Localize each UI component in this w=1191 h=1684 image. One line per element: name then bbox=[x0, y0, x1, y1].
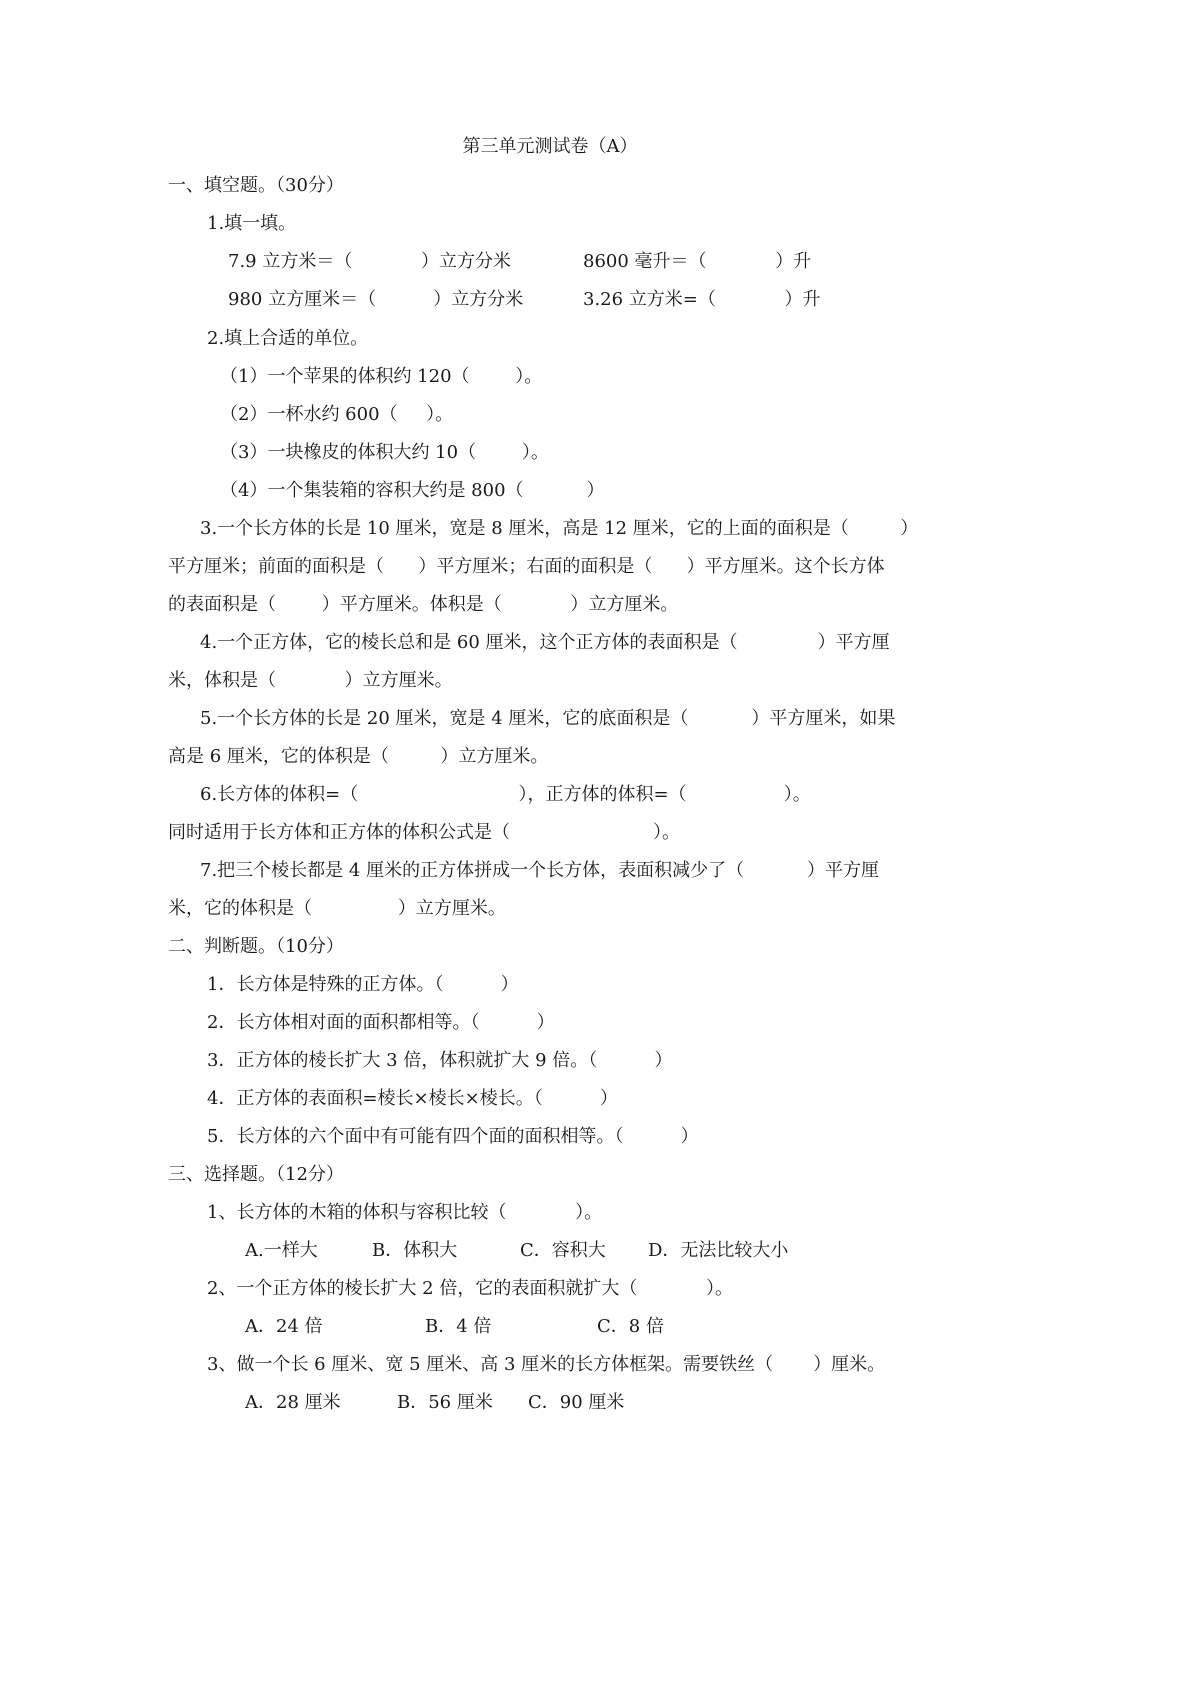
question-text: 3.26 立方米=（ ）升 bbox=[583, 289, 821, 310]
question-text: 3.一个长方体的长是 10 厘米，宽是 8 厘米，高是 12 厘米，它的上面的面积是（ ） bbox=[200, 518, 919, 539]
question-text: 8600 毫升＝（ ）升 bbox=[583, 251, 812, 272]
option-d: D．无法比较大小 bbox=[648, 1240, 789, 1261]
page-title: 第三单元测试卷（A） bbox=[462, 136, 638, 157]
question-label: 2.填上合适的单位。 bbox=[207, 328, 369, 349]
option-b: B．4 倍 bbox=[425, 1316, 492, 1337]
section-heading-true-false: 二、判断题。（10分） bbox=[168, 936, 344, 957]
question-text: 1．长方体是特殊的正方体。（ ） bbox=[207, 974, 519, 995]
question-text: 4.一个正方体，它的棱长总和是 60 厘米，这个正方体的表面积是（ ）平方厘 bbox=[200, 632, 890, 653]
option-a: A．28 厘米 bbox=[245, 1392, 341, 1413]
question-text: 同时适用于长方体和正方体的体积公式是（ ）。 bbox=[168, 822, 681, 843]
option-b: B．体积大 bbox=[372, 1240, 458, 1261]
question-text: 的表面积是（ ）平方厘米。体积是（ ）立方厘米。 bbox=[168, 594, 679, 615]
question-text: 2、一个正方体的棱长扩大 2 倍，它的表面积就扩大（ ）。 bbox=[207, 1278, 734, 1299]
question-text: （2）一杯水约 600（ ）。 bbox=[220, 404, 454, 425]
question-text: 平方厘米；前面的面积是（ ）平方厘米；右面的面积是（ ）平方厘米。这个长方体 bbox=[168, 556, 885, 577]
option-b: B．56 厘米 bbox=[397, 1392, 493, 1413]
option-a: A．24 倍 bbox=[245, 1316, 323, 1337]
question-text: 高是 6 厘米，它的体积是（ ）立方厘米。 bbox=[168, 746, 549, 767]
question-text: 5.一个长方体的长是 20 厘米，宽是 4 厘米，它的底面积是（ ）平方厘米，如果 bbox=[200, 708, 896, 729]
question-text: 5．长方体的六个面中有可能有四个面的面积相等。（ ） bbox=[207, 1126, 699, 1147]
question-text: 7.把三个棱长都是 4 厘米的正方体拼成一个长方体，表面积减少了（ ）平方厘 bbox=[200, 860, 880, 881]
question-text: 980 立方厘米＝（ ）立方分米 bbox=[228, 289, 524, 310]
question-text: 3．正方体的棱长扩大 3 倍，体积就扩大 9 倍。（ ） bbox=[207, 1050, 673, 1071]
option-c: C．90 厘米 bbox=[528, 1392, 625, 1413]
question-text: 米，体积是（ ）立方厘米。 bbox=[168, 670, 453, 691]
question-text: 米，它的体积是（ ）立方厘米。 bbox=[168, 898, 506, 919]
question-label: 1.填一填。 bbox=[207, 213, 297, 234]
question-text: 2．长方体相对面的面积都相等。（ ） bbox=[207, 1012, 555, 1033]
section-heading-multiple-choice: 三、选择题。（12分） bbox=[168, 1164, 344, 1185]
question-text: 4．正方体的表面积=棱长×棱长×棱长。（ ） bbox=[207, 1088, 618, 1109]
question-text: 3、做一个长 6 厘米、宽 5 厘米、高 3 厘米的长方体框架。需要铁丝（ ）厘米。 bbox=[207, 1354, 886, 1375]
question-text: （1）一个苹果的体积约 120（ ）。 bbox=[220, 366, 543, 387]
option-a: A.一样大 bbox=[245, 1240, 318, 1261]
option-c: C．容积大 bbox=[520, 1240, 606, 1261]
question-text: 1、长方体的木箱的体积与容积比较（ ）。 bbox=[207, 1202, 603, 1223]
section-heading-fill-blanks: 一、填空题。（30分） bbox=[168, 175, 344, 196]
question-text: （4）一个集装箱的容积大约是 800（ ） bbox=[220, 480, 605, 501]
question-text: 6.长方体的体积=（ ），正方体的体积=（ ）。 bbox=[200, 784, 811, 805]
question-text: 7.9 立方米＝（ ）立方分米 bbox=[228, 251, 512, 272]
option-c: C．8 倍 bbox=[597, 1316, 664, 1337]
question-text: （3）一块橡皮的体积大约 10（ ）。 bbox=[220, 442, 549, 463]
